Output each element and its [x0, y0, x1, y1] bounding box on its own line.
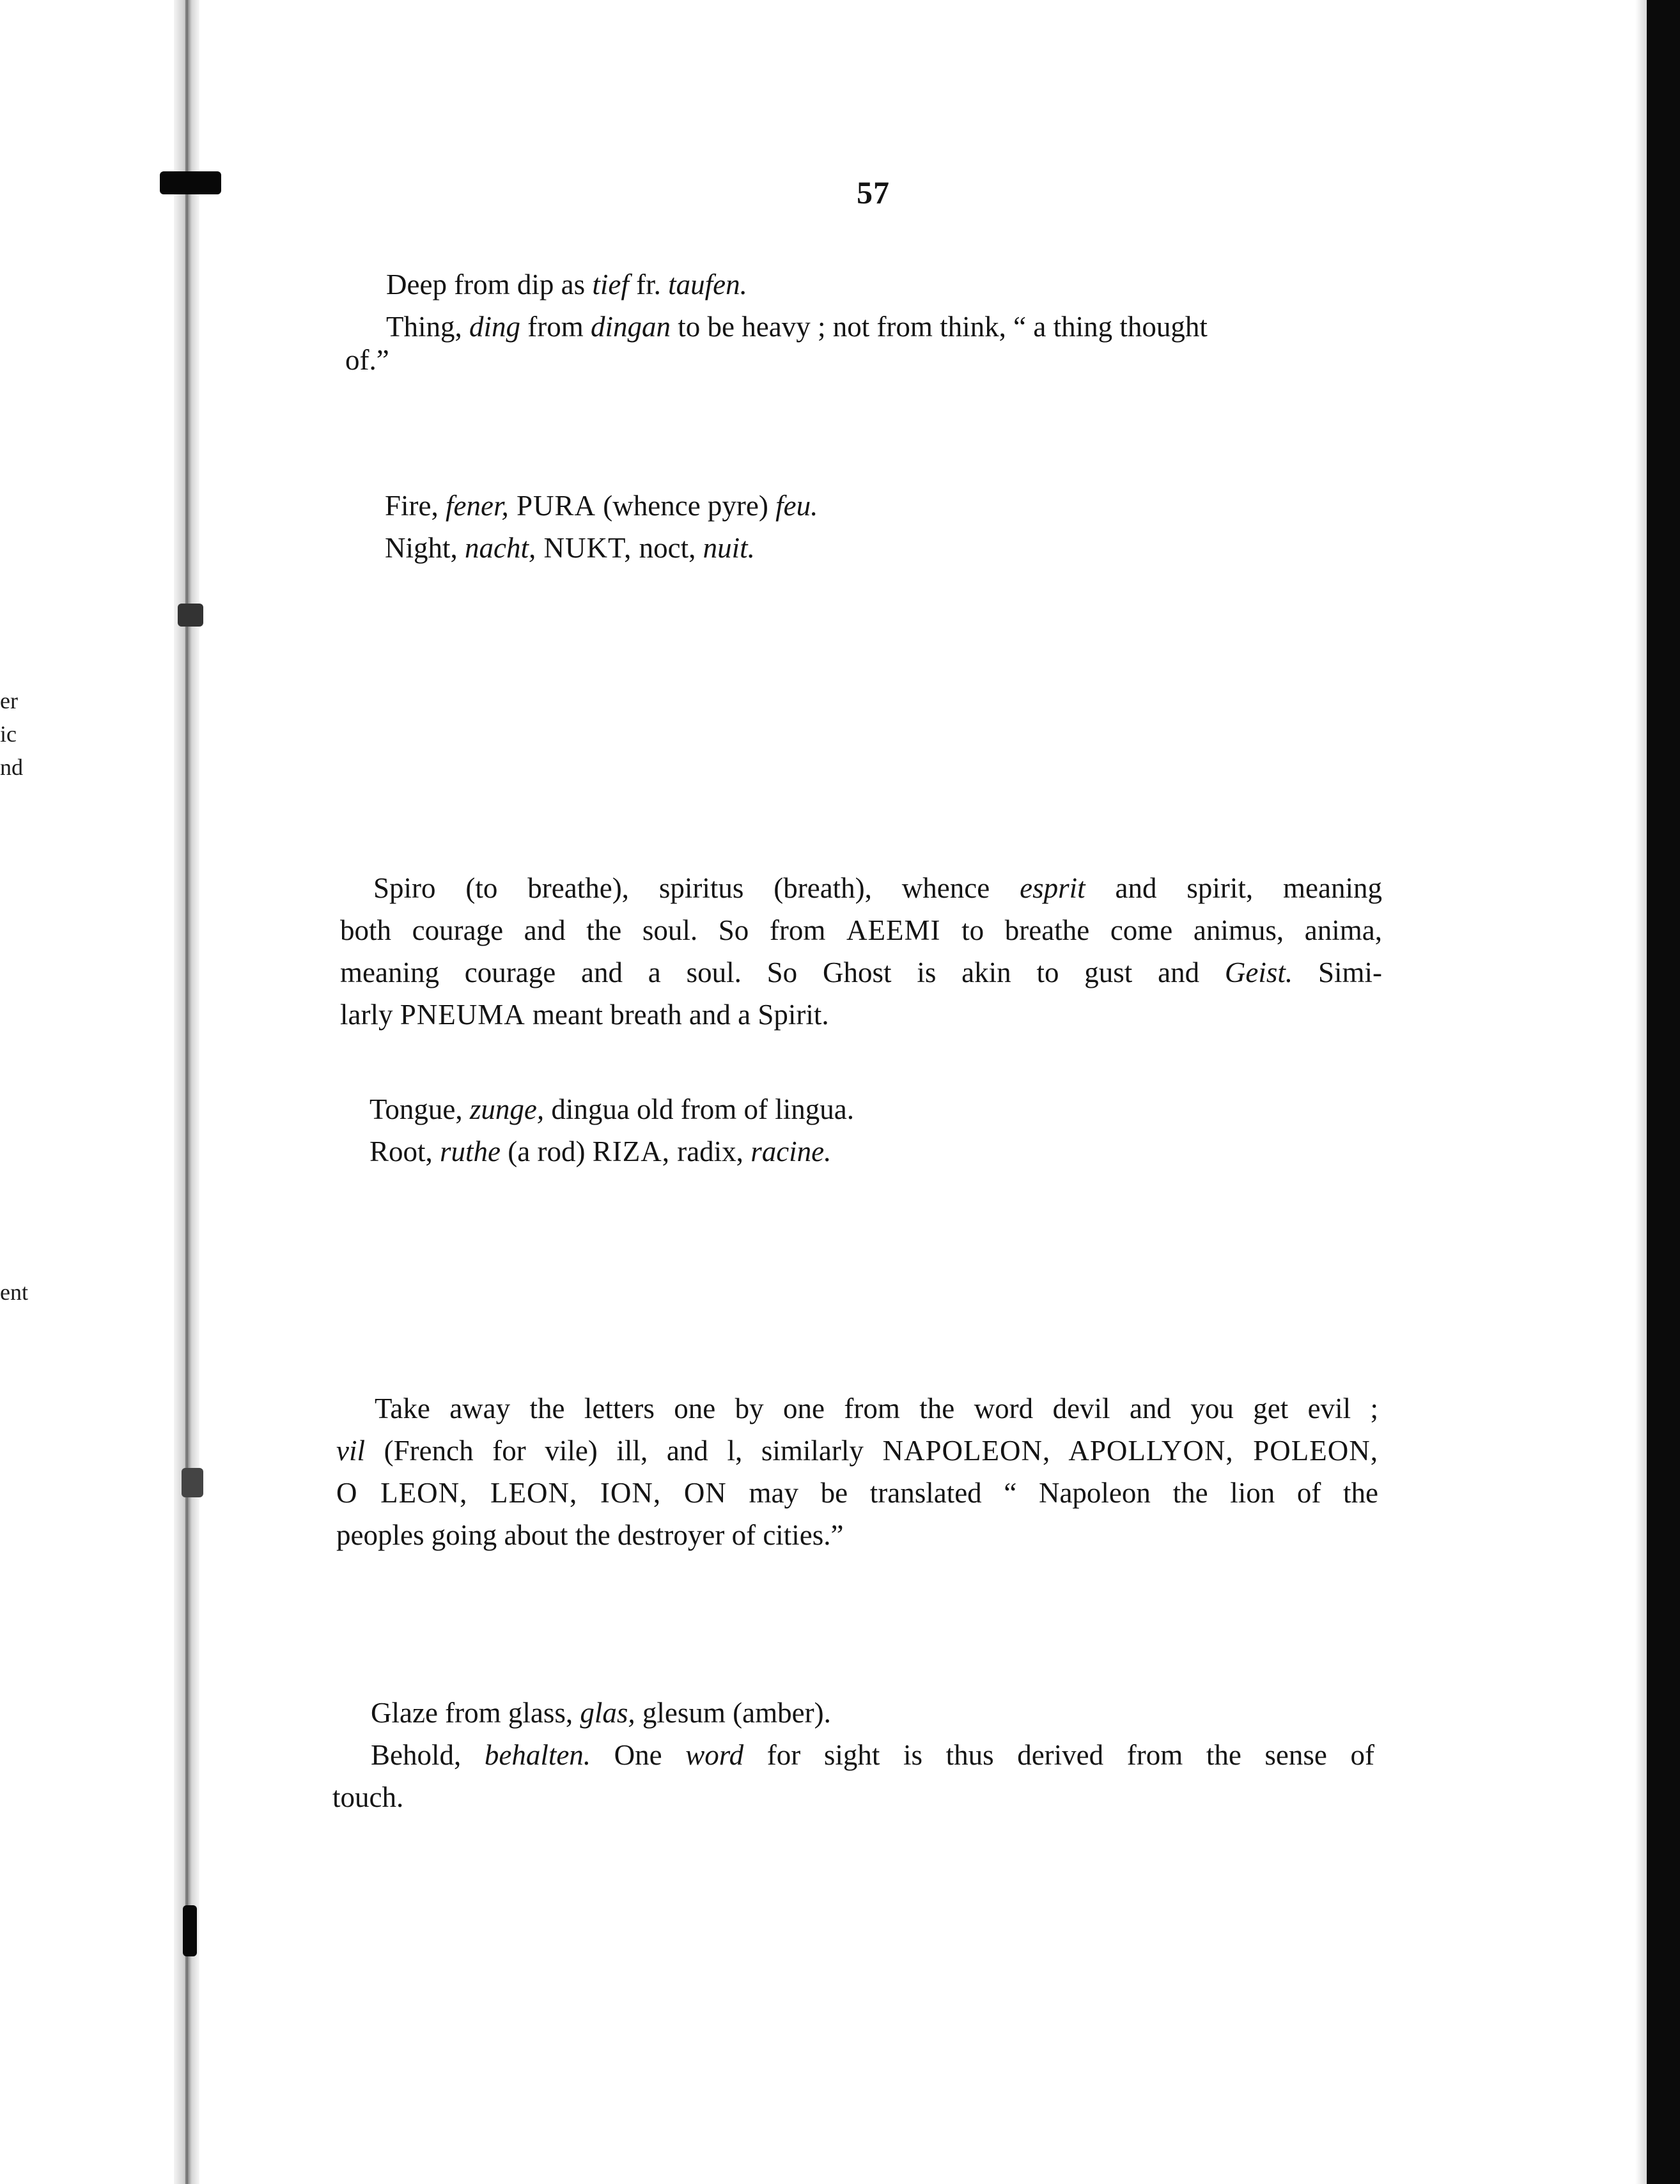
text: Simi- — [1293, 956, 1382, 988]
text: of.” — [345, 344, 389, 376]
entry-line — [336, 1514, 1378, 1556]
italic-word: fener, — [446, 490, 509, 522]
italic-word: nuit. — [703, 532, 755, 564]
italic-word: behalten. — [484, 1739, 591, 1771]
italic-word: glas, — [580, 1697, 635, 1729]
greek-word: AEEMI — [846, 914, 941, 946]
text: Tongue, — [369, 1093, 470, 1125]
margin-fragment: er — [0, 688, 18, 714]
italic-word: tief — [592, 269, 629, 300]
entry-tongue-root — [369, 1088, 854, 1173]
text: Night, — [385, 532, 465, 564]
entry-line — [332, 1776, 1374, 1818]
text: both courage and the soul. So from — [340, 914, 847, 946]
entry-fire-night — [385, 485, 818, 569]
entry-line — [369, 1130, 854, 1173]
greek-word: PNEUMA — [400, 999, 525, 1031]
entry-line — [369, 1088, 854, 1130]
page-edge-shade — [1635, 0, 1647, 2184]
scan-border — [1647, 0, 1680, 2184]
facing-page-fragments — [0, 684, 23, 784]
italic-word: zunge, — [469, 1093, 545, 1125]
text: meant breath and a Spirit. — [525, 999, 829, 1031]
text: Spiro (to breathe), spiritus (breath), whence — [373, 872, 1020, 904]
text: dingua old from of lingua. — [544, 1093, 854, 1125]
text: Fire, — [385, 490, 446, 522]
text: larly — [340, 999, 400, 1031]
ink-blot-clip — [178, 604, 203, 627]
greek-word: NAPOLEON, APOLLYON, POLEON, — [882, 1435, 1378, 1467]
italic-word: ruthe — [440, 1135, 501, 1167]
entry-line — [336, 1430, 1378, 1472]
text: (a rod) — [501, 1135, 593, 1167]
entry-line — [386, 263, 1390, 306]
text: to breathe come animus, anima, — [940, 914, 1382, 946]
margin-fragment: ent — [0, 1279, 28, 1305]
text: to be heavy ; not from think, “ a thing thought — [671, 311, 1208, 343]
text: (whence pyre) — [596, 490, 776, 522]
entry-glaze-behold — [332, 1692, 1374, 1818]
entry-line — [332, 1692, 1374, 1734]
entry-devil — [336, 1387, 1378, 1556]
entry-line — [340, 867, 1382, 909]
text: (French for vile) ill, and l, similarly — [364, 1435, 883, 1467]
greek-word: NUKT, — [536, 532, 632, 564]
text: Deep from dip as — [386, 269, 593, 300]
italic-word: ding — [469, 311, 521, 343]
italic-word: word — [685, 1739, 744, 1771]
text: Glaze from glass, — [371, 1697, 580, 1729]
text: may be translated “ Napoleon the lion of the — [726, 1477, 1378, 1509]
italic-word: vil — [336, 1435, 365, 1467]
text: Behold, — [371, 1739, 485, 1771]
entry-spiro — [340, 867, 1382, 1036]
text: Thing, — [386, 311, 469, 343]
entry-line — [336, 1387, 1378, 1430]
text: One — [591, 1739, 686, 1771]
page-number: 57 — [857, 175, 890, 210]
entry-deep-thing — [345, 263, 1390, 381]
italic-word: feu. — [775, 490, 818, 522]
entry-line — [332, 1734, 1374, 1776]
text: peoples going about the destroyer of cities.” — [336, 1519, 844, 1551]
italic-word: Geist. — [1224, 956, 1293, 988]
entry-line — [336, 1472, 1378, 1514]
entry-line — [340, 909, 1382, 951]
text: fr. — [628, 269, 669, 300]
text: Root, — [369, 1135, 440, 1167]
text: noct, — [632, 532, 703, 564]
entry-line — [340, 994, 1382, 1036]
italic-word: taufen. — [668, 269, 747, 300]
text: and spirit, meaning — [1085, 872, 1382, 904]
greek-word: O LEON, LEON, ION, ON — [336, 1477, 727, 1509]
ink-blot-mid — [182, 1468, 203, 1497]
text: touch. — [332, 1781, 404, 1813]
italic-word: dingan — [591, 311, 671, 343]
greek-word: RIZA, — [592, 1135, 670, 1167]
binding-line — [185, 0, 188, 2184]
text: for sight is thus derived from the sense of — [743, 1739, 1374, 1771]
italic-word: nacht, — [465, 532, 536, 564]
entry-line — [385, 527, 818, 569]
greek-word: PURA — [508, 490, 596, 522]
text: radix, — [669, 1135, 751, 1167]
text: glesum (amber). — [635, 1697, 831, 1729]
italic-word: esprit — [1020, 872, 1085, 904]
text: Take away the letters one by one from the word devil and you get evil ; — [375, 1392, 1378, 1424]
margin-fragment: nd — [0, 754, 23, 780]
margin-fragment: ic — [0, 721, 17, 747]
text: from — [520, 311, 591, 343]
entry-line — [340, 951, 1382, 994]
entry-line — [385, 485, 818, 527]
ink-blot-top — [160, 171, 221, 194]
ink-blot-low — [183, 1905, 197, 1956]
italic-word: racine. — [751, 1135, 832, 1167]
text: meaning courage and a soul. So Ghost is akin to gust and — [340, 956, 1225, 988]
